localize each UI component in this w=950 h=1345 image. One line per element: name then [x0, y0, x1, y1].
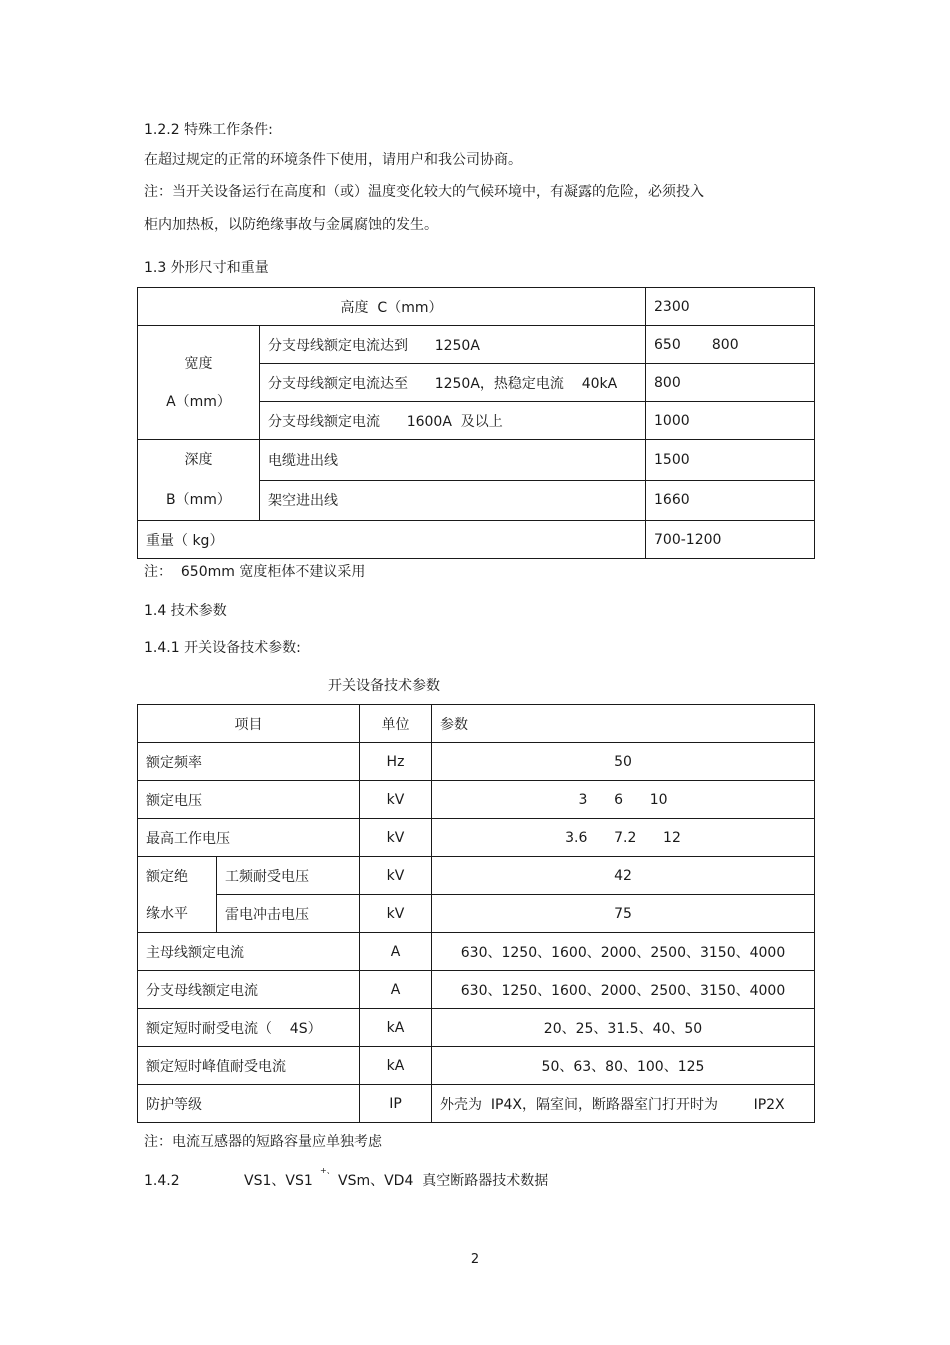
note-condensation-line2: 柜内加热板，以防绝缘事故与金属腐蚀的发生。 [144, 217, 438, 233]
table-row [138, 1009, 815, 1047]
dimensions-weight-table [137, 287, 815, 559]
section-heading-1-4-2-models: VS1、VS1 [244, 1173, 313, 1189]
param-unit: kA [360, 1009, 432, 1047]
width-label-line2: A（mm） [166, 393, 231, 410]
table-row [138, 781, 815, 819]
param-unit: kV [360, 895, 432, 933]
table-row [138, 1085, 815, 1123]
param-unit: kV [360, 857, 432, 895]
table-row [138, 895, 815, 933]
width-value: 1000 [646, 402, 815, 440]
depth-condition: 电缆进出线 [260, 440, 646, 481]
table-header-row [138, 705, 815, 743]
param-item: 分支母线额定电流 [138, 971, 360, 1009]
switchgear-parameters-table [137, 704, 815, 1123]
param-item: 工频耐受电压 [217, 857, 360, 895]
weight-label: 重量（ kg） [138, 521, 646, 559]
param-value: 20、25、31.5、40、50 [432, 1009, 815, 1047]
table-row [138, 933, 815, 971]
header-item: 项目 [138, 705, 360, 743]
insulation-label-1: 额定绝 [138, 857, 217, 895]
page-number: 2 [470, 1252, 480, 1267]
height-value: 2300 [646, 288, 815, 326]
param-value: 50 [432, 743, 815, 781]
param-unit: Hz [360, 743, 432, 781]
section-heading-1-4-2-number: 1.4.2 [144, 1173, 180, 1189]
param-item: 额定电压 [138, 781, 360, 819]
superscript-plus: +、 [320, 1166, 335, 1175]
param-item: 额定频率 [138, 743, 360, 781]
paragraph-special-conditions: 在超过规定的正常的环境条件下使用，请用户和我公司协商。 [144, 152, 522, 168]
table-row [138, 521, 815, 559]
table-row [138, 288, 815, 326]
table-row [138, 1047, 815, 1085]
table-row [138, 743, 815, 781]
note-current-transformer: 注：电流互感器的短路容量应单独考虑 [144, 1134, 382, 1150]
param-value: 3.6 7.2 12 [432, 819, 815, 857]
width-condition: 分支母线额定电流 1600A 及以上 [260, 402, 646, 440]
param-value: 75 [432, 895, 815, 933]
depth-condition: 架空进出线 [260, 480, 646, 521]
note-650mm: 注： 650mm 宽度柜体不建议采用 [144, 564, 366, 580]
param-value: 50、63、80、100、125 [432, 1047, 815, 1085]
param-value: 外壳为 IP4X，隔室间，断路器室门打开时为 IP2X [432, 1085, 815, 1123]
height-label: 高度 C（mm） [138, 288, 646, 326]
param-value: 3 6 10 [432, 781, 815, 819]
section-heading-1-4-2-title: VSm、VD4 真空断路器技术数据 [338, 1173, 549, 1189]
param-unit: kV [360, 781, 432, 819]
param-value: 42 [432, 857, 815, 895]
section-heading-1-4: 1.4 技术参数 [144, 603, 227, 619]
param-unit: kA [360, 1047, 432, 1085]
width-condition: 分支母线额定电流达至 1250A，热稳定电流 40kA [260, 364, 646, 402]
table-row [138, 971, 815, 1009]
table-row [138, 819, 815, 857]
section-heading-1-3: 1.3 外形尺寸和重量 [144, 260, 269, 276]
param-value: 630、1250、1600、2000、2500、3150、4000 [432, 971, 815, 1009]
param-item: 额定短时峰值耐受电流 [138, 1047, 360, 1085]
depth-value: 1660 [646, 480, 815, 521]
depth-label [138, 440, 260, 521]
depth-label-line1: 深度 [184, 452, 213, 468]
table-row [138, 326, 815, 364]
width-label [138, 326, 260, 440]
header-param: 参数 [432, 705, 815, 743]
param-unit: kV [360, 819, 432, 857]
table-row [138, 857, 815, 895]
width-value: 650 800 [646, 326, 815, 364]
header-unit: 单位 [360, 705, 432, 743]
depth-value: 1500 [646, 440, 815, 481]
width-value: 800 [646, 364, 815, 402]
param-item: 主母线额定电流 [138, 933, 360, 971]
param-unit: A [360, 971, 432, 1009]
param-unit: A [360, 933, 432, 971]
depth-label-line2: B（mm） [166, 492, 231, 508]
param-value: 630、1250、1600、2000、2500、3150、4000 [432, 933, 815, 971]
param-item: 防护等级 [138, 1085, 360, 1123]
width-condition: 分支母线额定电流达到 1250A [260, 326, 646, 364]
param-item: 最高工作电压 [138, 819, 360, 857]
param-item: 额定短时耐受电流（ 4S） [138, 1009, 360, 1047]
param-unit: IP [360, 1085, 432, 1123]
table-row [138, 440, 815, 481]
param-item: 雷电冲击电压 [217, 895, 360, 933]
section-heading-1-2-2: 1.2.2 特殊工作条件: [144, 122, 273, 138]
insulation-label-2: 缘水平 [138, 895, 217, 933]
table-title: 开关设备技术参数 [328, 678, 440, 694]
width-label-line1: 宽度 [184, 355, 213, 372]
section-heading-1-4-1: 1.4.1 开关设备技术参数: [144, 640, 301, 656]
weight-value: 700-1200 [646, 521, 815, 559]
note-condensation-line1: 注：当开关设备运行在高度和（或）温度变化较大的气候环境中，有凝露的危险，必须投入 [144, 184, 704, 200]
